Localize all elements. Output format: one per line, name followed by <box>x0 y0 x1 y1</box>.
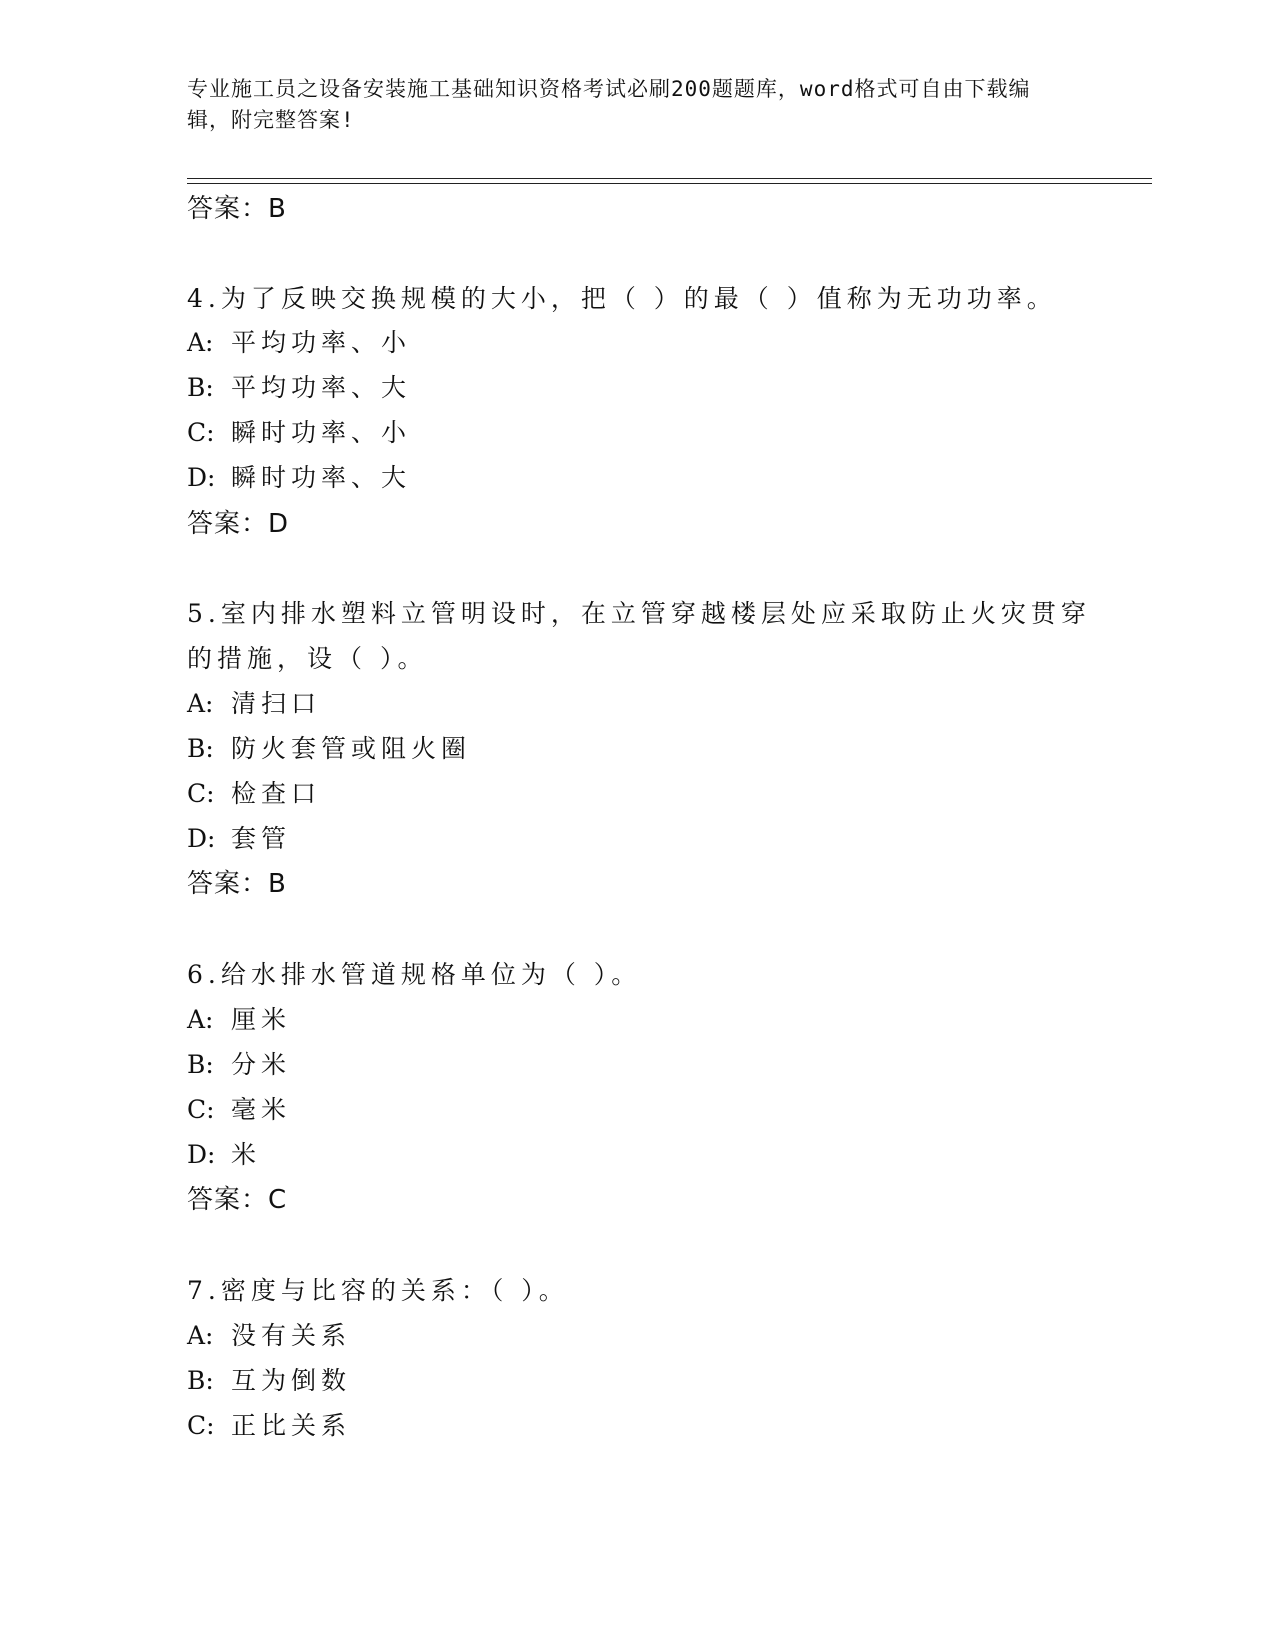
option-text: 毫米 <box>231 1095 292 1124</box>
option-letter: C: <box>187 1411 215 1440</box>
question-6-option-c <box>187 1094 291 1126</box>
option-letter: A: <box>187 1321 214 1350</box>
question-5-answer: 答案：B <box>187 869 287 899</box>
option-text: 清扫口 <box>231 689 322 718</box>
option-letter: B: <box>187 1366 214 1395</box>
question-4-answer: 答案：D <box>187 509 290 539</box>
question-6-stem: 6.给水排水管道规格单位为（ ）。 <box>187 960 642 989</box>
question-6-option-b <box>187 1049 291 1081</box>
question-5-option-a <box>187 688 321 720</box>
option-text: 厘米 <box>231 1005 292 1034</box>
question-7-option-c <box>187 1410 351 1442</box>
question-5-stem-line2: 的措施，设（ ）。 <box>187 644 428 673</box>
question-5-option-b <box>187 733 471 765</box>
header-divider-top <box>187 178 1152 179</box>
option-letter: C: <box>187 418 215 447</box>
option-text: 检查口 <box>231 779 322 808</box>
header-divider-bottom <box>187 183 1152 184</box>
option-letter: B: <box>187 373 214 402</box>
option-text: 互为倒数 <box>231 1366 352 1395</box>
question-4-option-b <box>187 372 411 404</box>
option-text: 分米 <box>231 1050 292 1079</box>
option-text: 防火套管或阻火圈 <box>231 734 472 763</box>
answer-prev: 答案：B <box>187 194 287 224</box>
question-6-answer: 答案：C <box>187 1185 288 1215</box>
option-letter: A: <box>187 328 214 357</box>
option-letter: D: <box>187 824 216 853</box>
question-4-option-c <box>187 417 411 449</box>
option-text: 平均功率、小 <box>231 328 412 357</box>
option-letter: D: <box>187 1140 216 1169</box>
question-5-option-c <box>187 778 321 810</box>
option-letter: C: <box>187 1095 215 1124</box>
option-text: 瞬时功率、大 <box>231 463 412 492</box>
question-4-option-d <box>187 462 411 494</box>
option-letter: B: <box>187 1050 214 1079</box>
question-6-option-a <box>187 1004 291 1036</box>
option-text: 正比关系 <box>231 1411 352 1440</box>
question-5-option-d <box>187 823 291 855</box>
question-6-option-d <box>187 1139 261 1171</box>
question-7-option-a <box>187 1320 351 1352</box>
question-7-stem: 7.密度与比容的关系：（ ）。 <box>187 1276 569 1305</box>
option-text: 没有关系 <box>231 1321 352 1350</box>
question-5-stem: 5.室内排水塑料立管明设时，在立管穿越楼层处应采取防止火灾贯穿 <box>187 599 1091 628</box>
question-7-option-b <box>187 1365 351 1397</box>
option-letter: A: <box>187 689 214 718</box>
option-text: 平均功率、大 <box>231 373 412 402</box>
option-text: 瞬时功率、小 <box>231 418 412 447</box>
option-letter: C: <box>187 779 215 808</box>
option-letter: D: <box>187 463 216 492</box>
page-header-title: 专业施工员之设备安装施工基础知识资格考试必刷200题题库，word格式可自由下载编辑，附完整答案! <box>187 77 1031 132</box>
option-text: 米 <box>231 1140 262 1169</box>
question-4-option-a <box>187 327 411 359</box>
question-4-stem: 4.为了反映交换规模的大小，把（ ）的最（ ）值称为无功功率。 <box>187 284 1057 313</box>
option-letter: B: <box>187 734 214 763</box>
option-letter: A: <box>187 1005 214 1034</box>
option-text: 套管 <box>231 824 292 853</box>
